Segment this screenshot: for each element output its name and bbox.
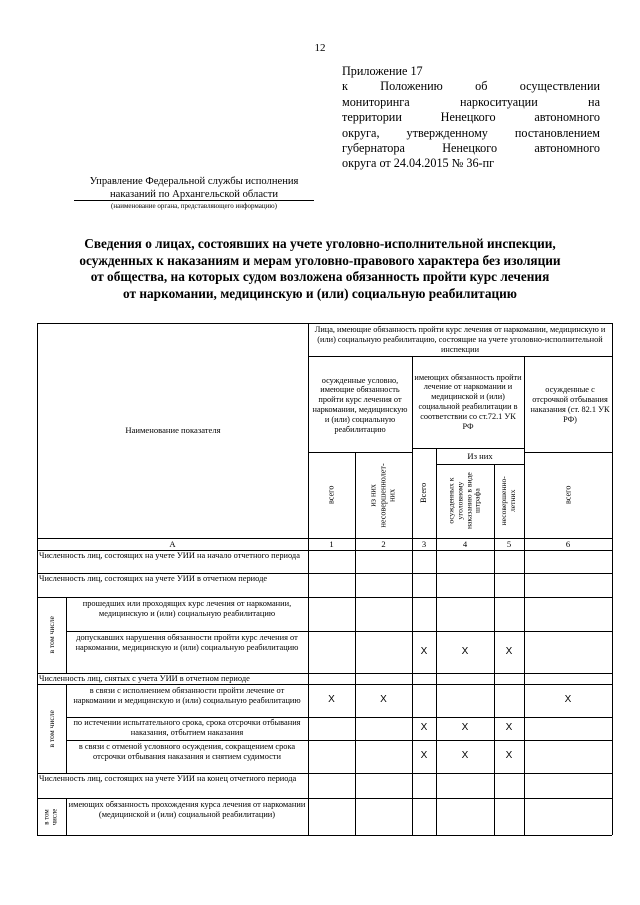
col-minors2-cell xyxy=(494,464,524,538)
group-label-cell xyxy=(37,597,66,673)
number-cell: 4 xyxy=(462,538,468,549)
row-label: прошедших или проходящих курс лечения от наркомании, медицинскую и (или) социальную реабилитацию xyxy=(82,599,292,618)
appendix-block xyxy=(342,64,600,172)
mark-x: X xyxy=(505,645,513,657)
group-label-cell xyxy=(37,798,66,835)
appendix-line: Приложение 17 xyxy=(342,64,423,78)
row-label: Численность лиц, состоящих на учете УИИ на конец отчетного периода xyxy=(39,774,297,783)
header-conditional: осужденные условно, имеющие обязанность пройти курс лечения от наркомании, медицинскую и (или) социальную реабилитацию xyxy=(312,375,408,434)
title-line: осужденных к наказаниям и мерам уголовно-правового характера без изоляции xyxy=(79,252,561,268)
number-cell: 1 xyxy=(329,538,334,549)
col-total3: всего xyxy=(563,485,573,505)
col-total: всего xyxy=(326,485,336,505)
mark-x: X xyxy=(461,750,469,762)
number-cell: 3 xyxy=(421,538,427,549)
group-label-cell xyxy=(37,684,66,773)
number-cell: 5 xyxy=(506,538,512,549)
col-total-cell xyxy=(308,452,355,538)
col-minors-cell xyxy=(355,452,412,538)
mark-x: X xyxy=(461,645,469,657)
appendix-line: территории Ненецкого автономного xyxy=(342,110,600,125)
group-label: в том числе xyxy=(46,616,56,654)
row-label: в связи с отменой условного осуждения, сокращением срока отсрочки отбывания наказания и снятием судимости xyxy=(78,742,296,761)
mark-x: X xyxy=(420,750,428,762)
mark-x: X xyxy=(505,722,513,734)
mark-x: X xyxy=(505,750,513,762)
col-total3-cell xyxy=(524,452,612,538)
row-label: Численность лиц, состоящих на учете УИИ на начало отчетного периода xyxy=(39,551,300,560)
row-label: Численность лиц, состоящих на учете УИИ в отчетном периоде xyxy=(39,574,268,583)
row-label: имеющих обязанность прохождения курса лечения от наркомании (медицинской и (или) социальной реабилитации) xyxy=(68,800,306,819)
appendix-line: мониторинга наркоситуации на xyxy=(342,94,600,109)
appendix-line: округа от 24.04.2015 № 36-пг xyxy=(342,156,495,171)
col-total2: Всего xyxy=(419,482,429,504)
mark-x: X xyxy=(461,722,469,734)
mark-x: X xyxy=(564,694,572,706)
appendix-line: губернатора Ненецкого автономного xyxy=(342,141,600,156)
title-line: от наркомании, медицинскую и (или) социальную реабилитацию xyxy=(123,285,517,301)
header-art72: имеющих обязанность пройти лечение от наркомании и медицинской и (или) социальной реабилитации в соответствии со ст.72.1 УК РФ xyxy=(414,372,522,431)
title-line: Сведения о лицах, состоявших на учете уголовно-исполнительной инспекции, xyxy=(84,236,556,251)
title-line: от общества, на которых судом возложена обязанность пройти курс лечения xyxy=(90,269,550,285)
mark-x: X xyxy=(380,694,387,706)
row-label: Численность лиц, снятых с учета УИИ в отчетном периоде xyxy=(39,674,250,683)
row-label: допускавших нарушения обязанности пройти курс лечения от наркомании, медицинскую и (или) социальную реабилитацию xyxy=(75,633,299,652)
organization-line: Управление Федеральной службы исполнения xyxy=(89,176,299,187)
mark-x: X xyxy=(420,722,428,734)
header-indicator: Наименование показателя xyxy=(125,424,221,435)
row-label: в связи с исполнением обязанности пройти лечение от наркомании и медицинскую и (или) социальную реабилитацию xyxy=(73,686,301,705)
header-deferred: осужденные с отсрочкой отбывания наказания (ст. 82.1 УК РФ) xyxy=(530,385,610,424)
organization-name xyxy=(74,176,314,201)
organization-caption: (наименование органа, представляющего информацию) xyxy=(111,202,277,210)
number-cell: 2 xyxy=(381,538,386,549)
col-minors2: несовершенно-летних xyxy=(499,476,518,526)
group-label: в том числе xyxy=(43,808,59,825)
mark-x: X xyxy=(328,694,335,706)
organization-rule xyxy=(74,200,314,201)
col-fine: осужденных к уголовному наказанию в виде штрафа xyxy=(446,472,482,530)
header-group: Лица, имеющие обязанность пройти курс лечения от наркомании, медицинскую и (или) социальную реабилитацию, состоящие на учете уголовно-исполнительной инспекции xyxy=(314,325,606,354)
appendix-line: к Положению об осуществлении xyxy=(342,79,600,94)
header-of-them: Из них xyxy=(467,450,493,461)
col-total2-cell xyxy=(412,448,436,538)
mark-x: X xyxy=(420,645,428,657)
group-label: в том числе xyxy=(46,709,56,748)
number-cell: 6 xyxy=(565,538,571,549)
appendix-line: округа, утвержденному постановлением xyxy=(342,125,600,140)
row-label: по истечении испытательного срока, срока отсрочки отбывания наказания, отбытием наказания xyxy=(73,718,301,737)
report-title xyxy=(60,236,580,302)
number-cell: А xyxy=(169,538,176,549)
organization-line: наказаний по Архангельской области xyxy=(109,188,279,200)
col-fine-cell xyxy=(436,464,494,538)
page-number: 12 xyxy=(314,42,326,54)
col-minors: из них несовершеннолет-них xyxy=(369,462,398,528)
